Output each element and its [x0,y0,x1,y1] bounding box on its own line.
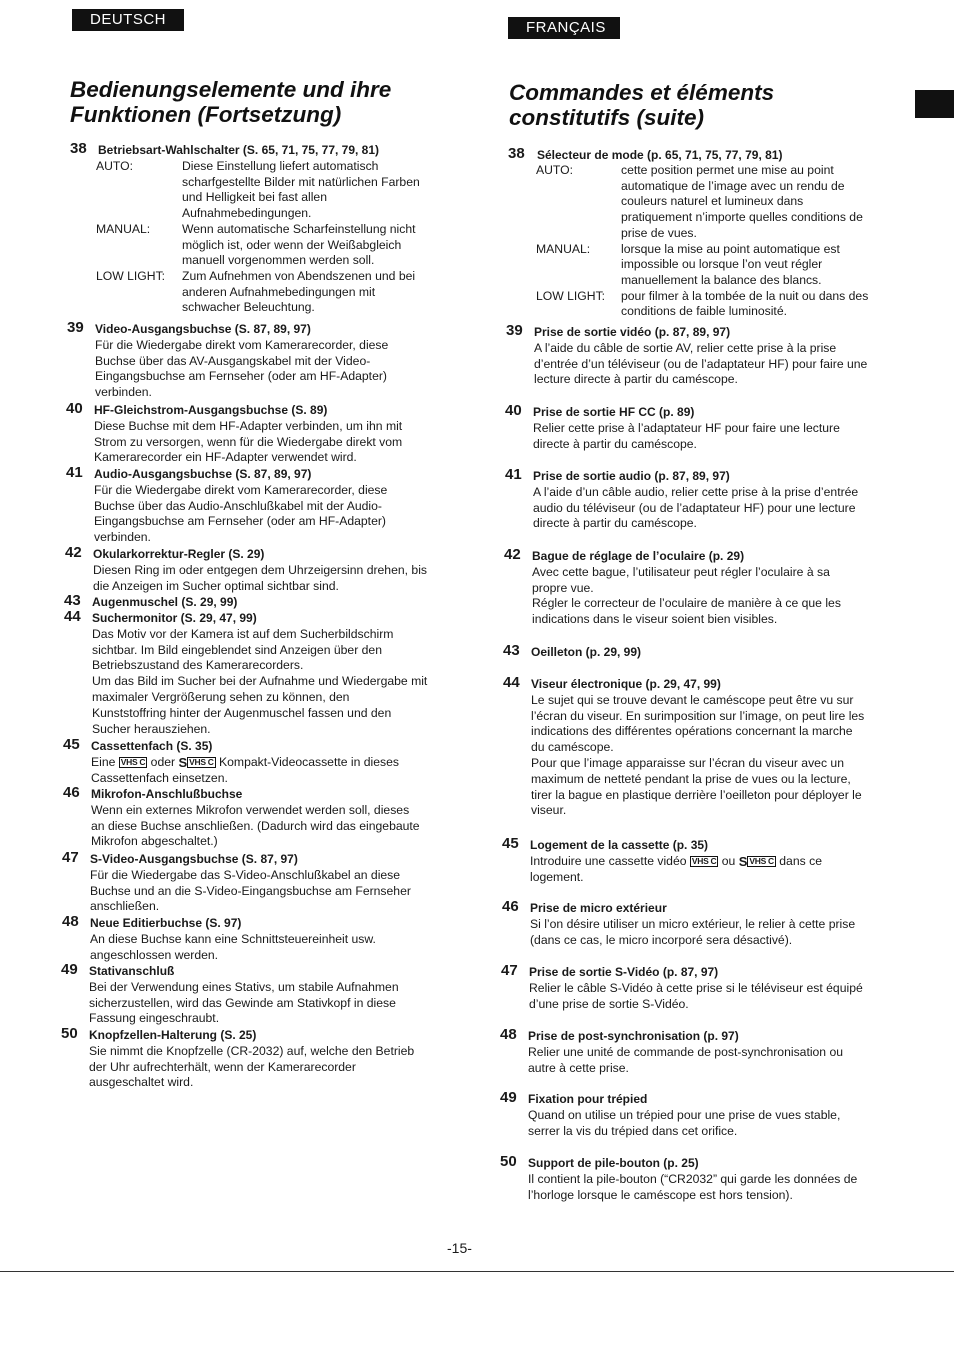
entry-description [530,854,922,886]
mode-list-fr [536,163,916,320]
desc-line: tirer la bague en plastique derrière l’oeilleton pour déployer le [531,787,862,802]
desc-line: A l’aide d’un câble audio, relier cette prise à la prise d’entrée [533,484,859,499]
entry-heading: Support de pile-bouton (p. 25) [528,1156,699,1170]
entry-number: 50 [500,1153,517,1170]
entry-heading: HF-Gleichstrom-Ausgangsbuchse (S. 89) [94,403,328,417]
entry-49-de [61,961,461,1027]
entry-38-de [70,140,470,159]
entry-number: 50 [61,1025,78,1042]
desc-line: indications des différentes opérations concernant la marche [531,724,853,739]
desc-line: Diese Buchse mit dem HF-Adapter verbinden, um ihn mit [94,418,403,433]
section-marker-tab [915,90,954,118]
mode-line: möglich ist, oder wenn der Weißabgleich [182,237,402,252]
entry-description [530,917,922,949]
s-vhs-logo-s: S [738,853,748,869]
desc-line: ausgeschaltet wird. [89,1075,194,1090]
entry-50-de [61,1025,461,1091]
entry-description [92,627,474,738]
entry-46-fr [502,898,922,948]
entry-heading: Suchermonitor (S. 29, 47, 99) [92,611,257,625]
mode-line: Aufnahmebedingungen. [182,206,312,221]
entry-heading: Logement de la cassette (p. 35) [530,838,709,852]
desc-line: l’écran du viseur. En surimposition sur l’image, on peut lire les [531,708,865,723]
entry-39-de [67,319,467,401]
desc-line: A l’aide du câble de sortie AV, relier cette prise à la prise [534,340,837,355]
mode-line: scharfgestellte Bilder mit natürlichen Farben [182,174,420,189]
desc-line: sicherzustellen, wird das Gewinde am Stativkopf in diese [89,995,396,1010]
desc-line: l’horloge lorsque le caméscope est hors tension). [528,1187,793,1202]
entry-48-de [62,913,462,963]
page-title-german [70,77,450,127]
mode-label: AUTO: [96,159,134,173]
entry-number: 45 [63,736,80,753]
desc-line [530,854,922,870]
entry-number: 43 [503,642,520,659]
entry-description [532,565,924,628]
entry-number: 47 [501,962,518,979]
mode-line: schwacher Beleuchtung. [182,300,315,315]
footer-rule [0,1271,954,1272]
mode-auto [96,159,476,222]
desc-line: d’une prise de sortie S-Vidéo. [529,996,689,1011]
mode-line: conditions de faible luminosité. [621,304,787,319]
entry-number: 44 [64,608,81,625]
mode-line: automatique de l’image avec un rendu de [621,178,845,193]
desc-line: Diesen Ring im oder entgegen dem Uhrzeigersinn drehen, bis [93,562,427,577]
desc-line: verbinden. [95,385,152,400]
desc-line: Relier le câble S-Vidéo à cette prise si le téléviseur est équipé [529,980,863,995]
entry-number: 42 [504,546,521,563]
entry-number: 39 [67,319,84,336]
entry-heading: Prise de sortie audio (p. 87, 89, 97) [533,469,730,483]
mode-line: Zum Aufnehmen von Abendszenen und bei [182,268,416,283]
desc-line: Si l’on désire utiliser un micro extérieur, le relier à cette prise [530,916,856,931]
desc-line: audio du téléviseur (ou de l’adaptateur HF) pour une lecture [533,500,856,515]
mode-label: MANUAL: [536,241,591,256]
entry-45-fr [502,835,922,885]
entry-heading: Audio-Ausgangsbuchse (S. 87, 89, 97) [94,467,312,481]
entry-description [91,803,463,850]
mode-line: prise de vues. [621,225,697,240]
vhs-c-logo: VHS C [120,756,146,767]
entry-description [528,1045,920,1077]
entry-number: 40 [505,402,522,419]
entry-description [93,563,465,595]
entry-heading: Knopfzellen-Halterung (S. 25) [89,1028,257,1042]
mode-label: LOW LIGHT: [96,268,166,283]
desc-line: du caméscope. [531,740,614,755]
entry-40-fr [505,402,925,452]
entry-number: 45 [502,835,519,852]
desc-text: dans ce [779,853,822,868]
desc-line: Relier une unité de commande de post-synchronisation ou [528,1044,844,1059]
entry-41-fr [505,466,925,532]
entry-number: 49 [500,1089,517,1106]
entry-42-de [65,544,465,594]
desc-line: Buchse über das AV-Ausgangskabel mit der Video- [95,353,371,368]
entry-description [528,1108,920,1140]
desc-text: oder [150,754,176,769]
entry-44-de [64,608,474,737]
entry-number: 48 [500,1026,517,1043]
entry-47-fr [501,962,921,1012]
mode-line: cette position permet une mise au point [621,163,834,177]
entry-number: 38 [508,145,525,162]
entry-heading: Bague de réglage de l’oculaire (p. 29) [532,549,745,563]
title-line-1: Commandes et éléments [509,80,775,105]
entry-heading: Prise de sortie HF CC (p. 89) [533,405,695,419]
entry-48-fr [500,1026,920,1076]
desc-line: propre vue. [532,580,594,595]
desc-line: directe à partir du caméscope. [533,436,697,451]
desc-line: lecture directe à partir du caméscope. [534,372,738,387]
desc-text: Introduire une cassette vidéo [530,853,687,868]
entry-39-fr [506,322,926,388]
mode-low-light [96,269,476,316]
desc-line: der Uhr aufrechterhält, wenn der Kamerarecorder [89,1059,356,1074]
entry-description [94,419,466,466]
entry-number: 44 [503,674,520,691]
mode-line: lorsque la mise au point automatique est [621,241,840,256]
mode-low-light [536,289,916,320]
entry-heading: Cassettenfach (S. 35) [91,739,213,753]
entry-47-de [62,849,462,915]
desc-line: Pour que l’image apparaisse sur l’écran du viseur avec un [531,755,844,770]
desc-line: Eingangsbuchse am Fernseher (oder am HF-Adapter) [94,514,386,529]
desc-line: Le sujet qui se trouve devant le caméscope peut être vu sur [531,692,854,707]
entry-43-de [64,592,464,611]
desc-line: Régler le correcteur de l’oculaire de manière à ce que les [532,596,841,611]
mode-line: impossible ou lorsque l’on veut régler [621,257,823,272]
mode-manual [96,222,476,269]
entry-46-de [63,784,463,850]
mode-line: und Helligkeit bei fast allen [182,190,327,205]
desc-line: maximaler Vergrößerung sehen zu können, den [92,689,350,704]
desc-line: die Anzeigen im Sucher optimal sichtbar sind. [93,578,339,593]
entry-description [89,1044,461,1091]
entry-49-fr [500,1089,920,1139]
entry-heading: Betriebsart-Wahlschalter (S. 65, 71, 75, 77, 79, 81) [98,143,380,157]
entry-number: 43 [64,592,81,609]
entry-number: 38 [70,140,87,157]
desc-line: Quand on utilise un trépied pour une prise de vues stable, [528,1107,841,1122]
entry-description [90,868,462,915]
entry-description [528,1172,920,1204]
mode-auto [536,163,916,242]
desc-line: serrer la vis du trépied dans cet orifice. [528,1123,738,1138]
mode-manual [536,242,916,289]
mode-list-de [96,159,476,316]
entry-42-fr [504,546,924,628]
desc-line: viseur. [531,803,567,818]
entry-number: 46 [502,898,519,915]
desc-line: logement. [530,869,584,884]
entry-heading: Video-Ausgangsbuchse (S. 87, 89, 97) [95,322,311,336]
entry-number: 48 [62,913,79,930]
entry-description [90,932,462,964]
entry-heading: S-Video-Ausgangsbuchse (S. 87, 97) [90,852,298,866]
desc-line: Il contient la pile-bouton (“CR2032” qui garde les données de [528,1171,858,1186]
desc-line: Kunststoffring hinter der Augenmuschel fassen und den [92,705,392,720]
entry-heading: Okularkorrektur-Regler (S. 29) [93,547,265,561]
entry-38-fr [508,145,928,164]
entry-50-fr [500,1153,920,1203]
entry-description [94,483,466,546]
entry-number: 39 [506,322,523,339]
entry-number: 40 [66,400,83,417]
entry-number: 42 [65,544,82,561]
desc-text: Eine [91,754,116,769]
desc-text: ou [721,853,736,868]
desc-line: maximum de netteté pendant la prise de vues ou la lecture, [531,771,851,786]
entry-heading: Mikrofon-Anschlußbuchse [91,787,243,801]
desc-line: Für die Wiedergabe direkt vom Kamerarecorder, diese [95,337,389,352]
desc-line: Bei der Verwendung eines Stativs, um stabile Aufnahmen [89,979,399,994]
desc-line: Betriebszustand des Kamerarecorders. [92,658,304,673]
desc-line: directe à partir du caméscope. [533,516,697,531]
desc-line: Mikrofon abgeschaltet.) [91,834,218,849]
entry-heading: Prise de sortie vidéo (p. 87, 89, 97) [534,325,731,339]
desc-line: an diese Buchse anschließen. (Dadurch wird das eingebaute [91,818,420,833]
entry-heading: Prise de micro extérieur [530,901,667,915]
s-vhs-logo-s: S [178,754,188,770]
entry-44-fr [503,674,923,819]
desc-line: verbinden. [94,530,151,545]
title-line-2: constitutifs (suite) [509,105,704,130]
desc-line: Um das Bild im Sucher bei der Aufnahme und Wiedergabe mit [92,674,428,689]
entry-description [531,693,923,819]
entry-45-de [63,736,463,786]
entry-description [533,485,925,532]
s-vhs-c-logo: VHS C [189,756,214,767]
entry-heading: Prise de post-synchronisation (p. 97) [528,1029,739,1043]
mode-label: MANUAL: [96,221,151,236]
page-title-french [509,80,889,130]
title-line-2: Funktionen (Fortsetzung) [70,102,342,127]
mode-label: AUTO: [536,163,574,177]
entry-heading: Stativanschluß [89,964,175,978]
desc-line [91,755,463,771]
entry-number: 41 [66,464,83,481]
mode-line: Diese Einstellung liefert automatisch [182,159,379,173]
desc-line: Strom zu versorgen, wenn für die Wiedergabe direkt vom [94,434,403,449]
entry-heading: Fixation pour trépied [528,1092,648,1106]
desc-line: Eingangsbuchse am Fernseher (oder am HF-Adapter) [95,369,387,384]
desc-line: d’entrée d’un téléviseur (ou de l’adaptateur HF) pour faire une [534,356,868,371]
desc-line: Cassettenfach einsetzen. [91,770,228,785]
entry-description [534,341,926,388]
entry-description [89,980,461,1027]
desc-line: Für die Wiedergabe direkt vom Kamerarecorder, diese [94,482,388,497]
mode-label: LOW LIGHT: [536,288,606,303]
desc-line: anschließen. [90,899,160,914]
desc-line: Relier cette prise à l’adaptateur HF pour faire une lecture [533,420,840,435]
mode-line: pratiquement n’importe quelles conditions de [621,210,863,225]
entry-heading: Augenmuschel (S. 29, 99) [92,595,238,609]
entry-41-de [66,464,466,546]
language-tag-deutsch: DEUTSCH [72,9,184,31]
entry-40-de [66,400,466,466]
desc-line: sichtbar. Im Bild eingeblendet sind Anzeigen über den [92,642,382,657]
language-tag-francais: FRANÇAIS [508,17,620,39]
entry-description [533,421,925,453]
desc-line: indications dans le viseur soient bien visibles. [532,612,778,627]
desc-line: Kamerarecorder ein HF-Adapter verwendet wird. [94,450,357,465]
mode-line: manuellement la balance des blancs. [621,272,822,287]
mode-line: manuell vorgenommen werden soll. [182,253,375,268]
entry-heading: Neue Editierbuchse (S. 97) [90,916,242,930]
entry-heading: Viseur électronique (p. 29, 47, 99) [531,677,721,691]
desc-line: angeschlossen werden. [90,947,219,962]
desc-text: Kompakt-Videocassette in dieses [219,754,399,769]
entry-43-fr [503,642,923,661]
desc-line: (dans ce cas, le micro incorporé sera désactivé). [530,932,793,947]
desc-line: autre à cette prise. [528,1060,629,1075]
entry-heading: Oeilleton (p. 29, 99) [531,645,642,659]
desc-line: Sucher herausziehen. [92,721,211,736]
entry-number: 46 [63,784,80,801]
entry-description [529,981,921,1013]
entry-heading: Prise de sortie S-Vidéo (p. 87, 97) [529,965,719,979]
mode-line: pour filmer à la tombée de la nuit ou dans des [621,288,869,303]
mode-line: anderen Aufnahmebedingungen mit [182,284,376,299]
title-line-1: Bedienungselemente und ihre [70,77,392,102]
desc-line: Sie nimmt die Knopfzelle (CR-2032) auf, welche den Betrieb [89,1043,415,1058]
entry-description [91,755,463,787]
mode-line: couleurs naturel et lumineux dans [621,194,804,209]
entry-description [95,338,467,401]
entry-number: 49 [61,961,78,978]
desc-line: Avec cette bague, l’utilisateur peut régler l’oculaire à sa [532,564,830,579]
entry-number: 41 [505,466,522,483]
desc-line: Für die Wiedergabe das S-Video-Anschlußkabel an diese [90,867,401,882]
desc-line: Buchse über das Audio-Anschlußkabel mit der Audio- [94,498,382,513]
vhs-c-logo: VHS C [691,855,717,866]
entry-heading: Sélecteur de mode (p. 65, 71, 75, 77, 79, 81) [537,148,783,162]
desc-line: Buchse und an die S-Video-Eingangsbuchse am Fernseher [90,883,411,898]
desc-line: Fassung eingeschraubt. [89,1011,220,1026]
mode-line: Wenn automatische Scharfeinstellung nicht [182,221,416,236]
page-number: -15- [447,1240,472,1256]
entry-number: 47 [62,849,79,866]
s-vhs-c-logo: VHS C [749,855,774,866]
desc-line: Wenn ein externes Mikrofon verwendet werden soll, dieses [91,802,410,817]
desc-line: Das Motiv vor der Kamera ist auf dem Sucherbildschirm [92,626,394,641]
desc-line: An diese Buchse kann eine Schnittsteuereinheit usw. [90,931,376,946]
